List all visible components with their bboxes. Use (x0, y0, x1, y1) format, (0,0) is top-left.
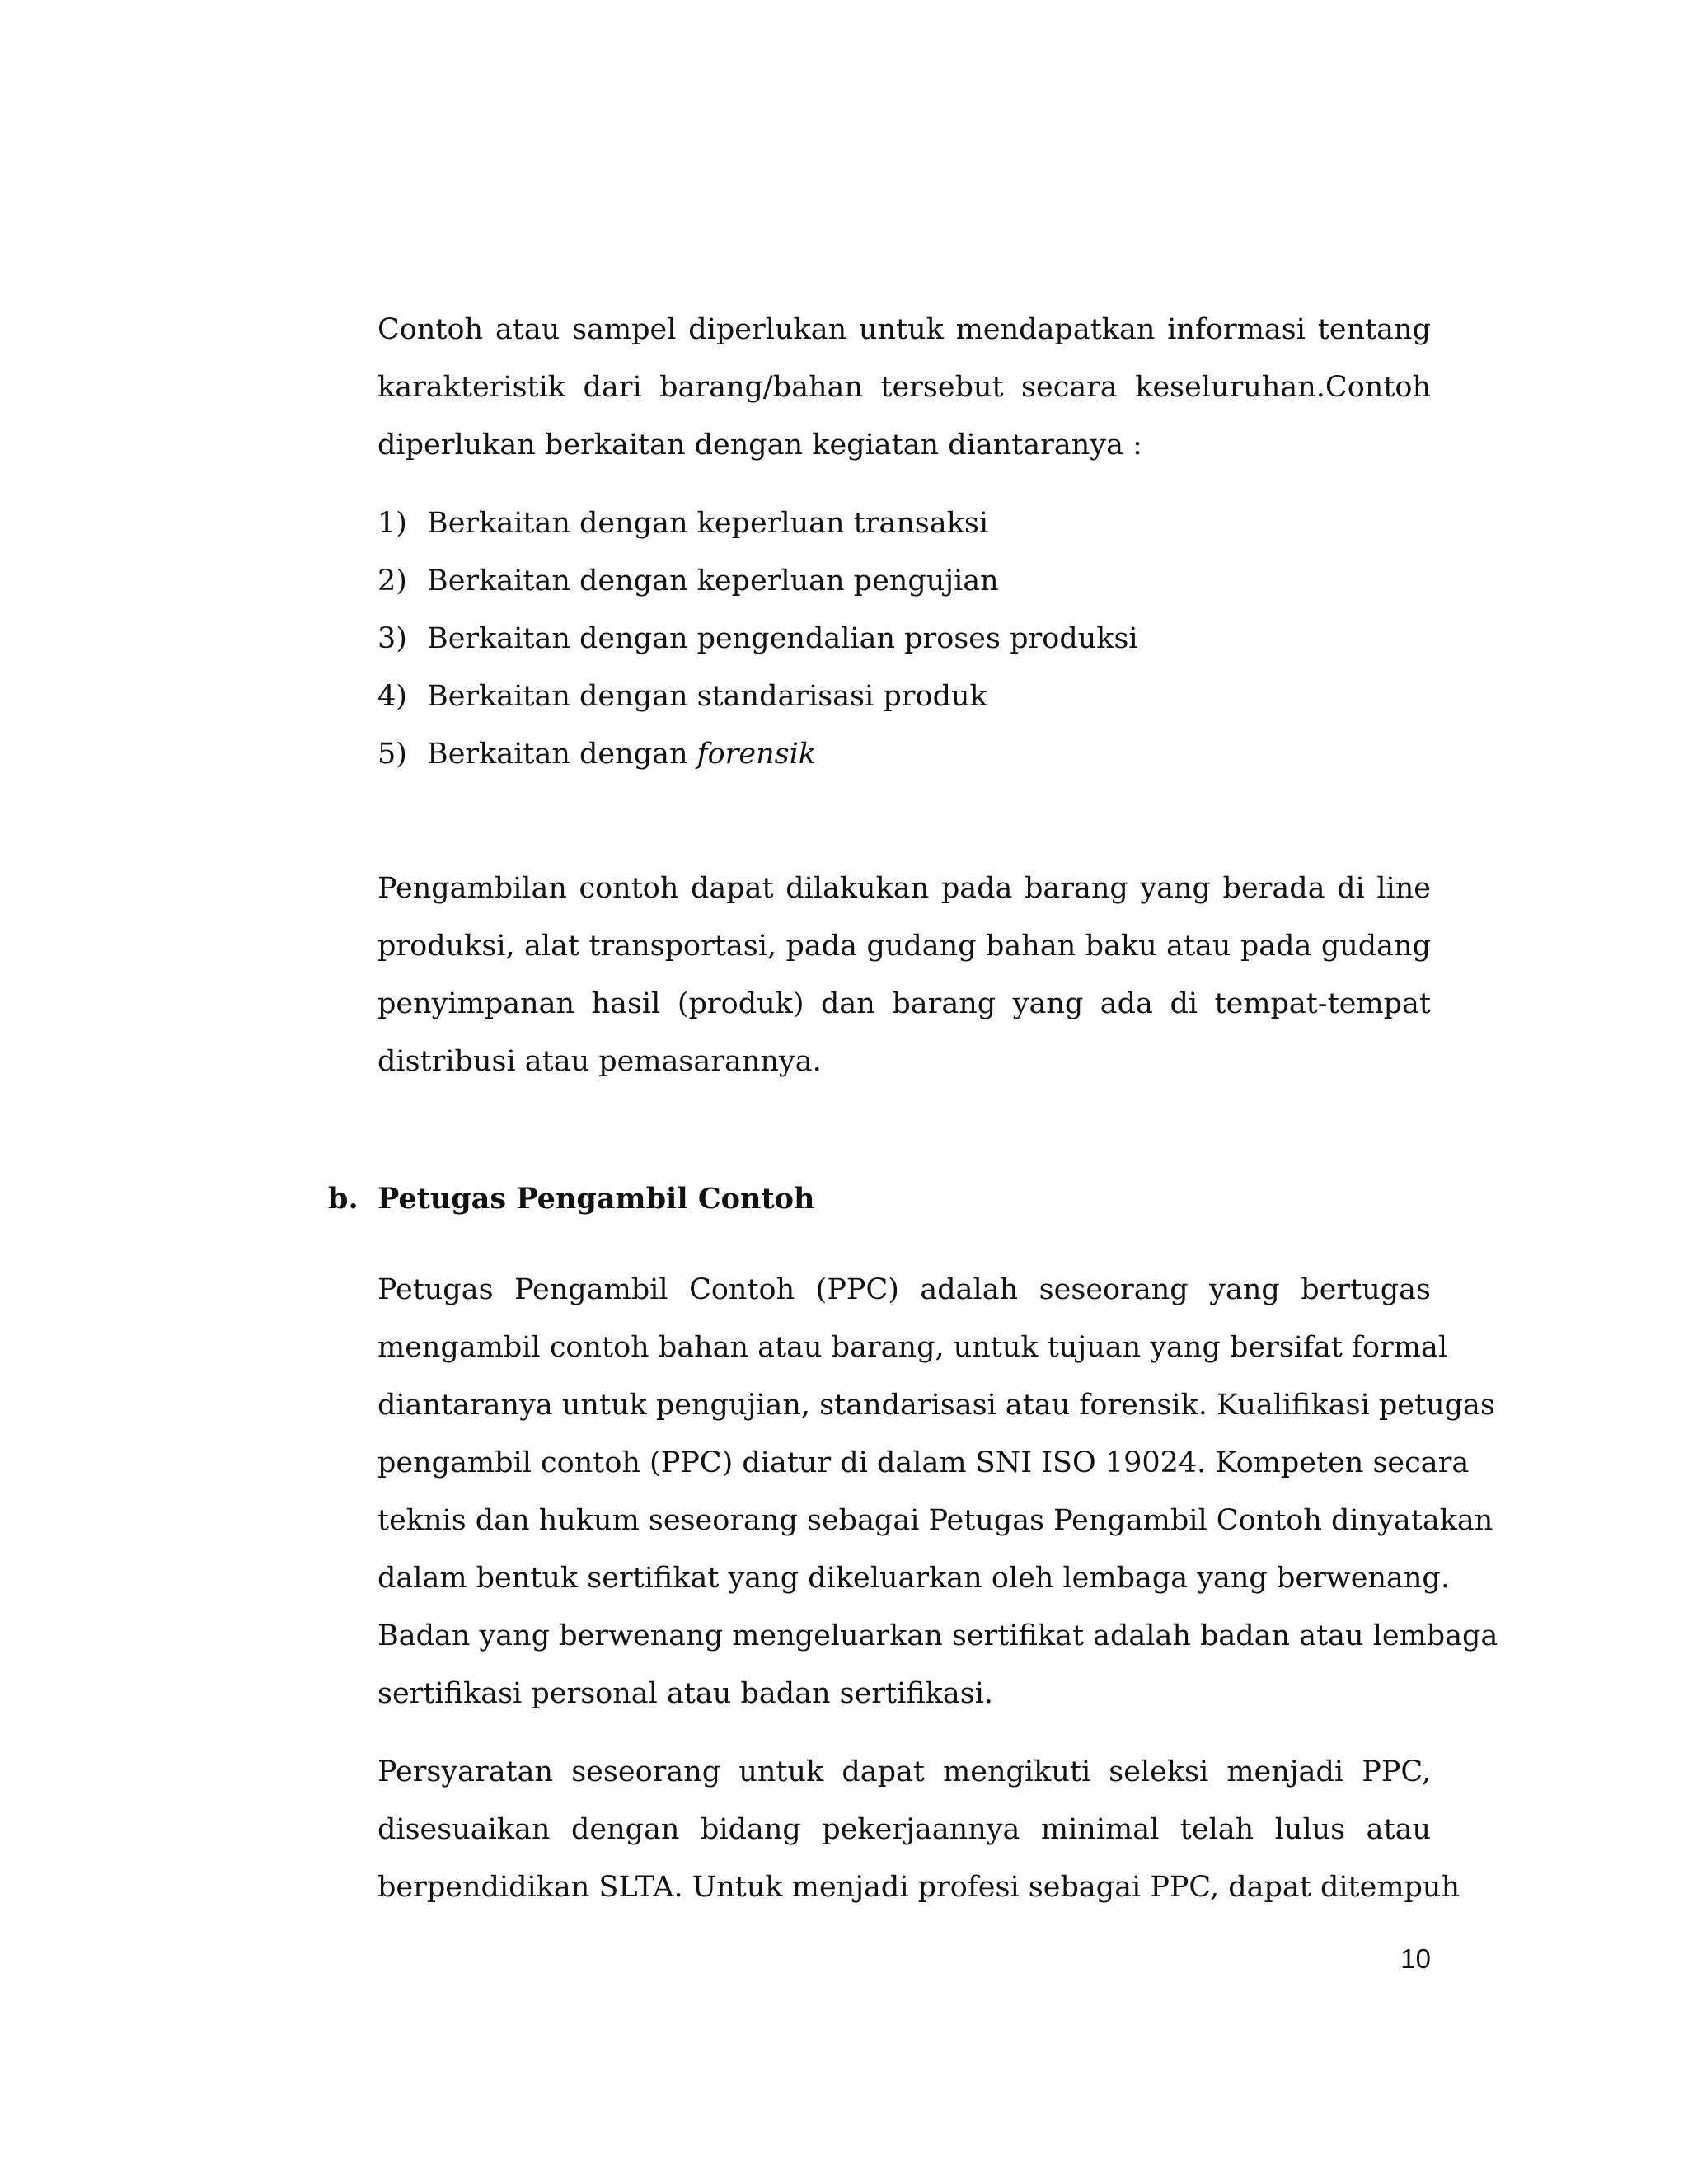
section-title: Petugas Pengambil Contoh (377, 1182, 815, 1216)
list-item-text: Berkaitan dengan keperluan pengujian (427, 565, 999, 598)
list-item-text: Berkaitan dengan (427, 738, 697, 771)
paragraph-line: teknis dan hukum seseorang sebagai Petugas Pengambil Contoh dinyatakan (377, 1504, 1493, 1537)
purpose-list (377, 494, 1431, 783)
ppc-requirements-paragraph (377, 1743, 1460, 1916)
list-item-text: Berkaitan dengan keperluan transaksi (427, 507, 989, 540)
paragraph-line: Badan yang berwenang mengeluarkan sertifikat adalah badan atau lembaga (377, 1619, 1498, 1652)
paragraph-line: penyimpanan hasil (produk) dan barang yang ada di tempat-tempat (377, 987, 1431, 1020)
sampling-location-paragraph (377, 860, 1431, 1090)
paragraph-line: diantaranya untuk pengujian, standarisasi atau forensik. Kualifikasi petugas (377, 1389, 1495, 1422)
ppc-definition-paragraph (377, 1261, 1498, 1722)
list-item (377, 494, 1431, 552)
paragraph-line: karakteristik dari barang/bahan tersebut secara keseluruhan.Contoh (377, 371, 1431, 404)
paragraph-line: sertifikasi personal atau badan sertifikasi. (377, 1677, 994, 1710)
page-number: 10 (1400, 1943, 1431, 1974)
list-item (377, 725, 1431, 783)
paragraph-line: Pengambilan contoh dapat dilakukan pada barang yang berada di line (377, 872, 1431, 905)
paragraph-line: diperlukan berkaitan dengan kegiatan diantaranya : (377, 429, 1142, 462)
list-item (377, 552, 1431, 610)
paragraph-line: Contoh atau sampel diperlukan untuk mendapatkan informasi tentang (377, 313, 1431, 346)
paragraph-line: berpendidikan SLTA. Untuk menjadi profesi sebagai PPC, dapat ditempuh (377, 1871, 1460, 1904)
paragraph-line: disesuaikan dengan bidang pekerjaannya minimal telah lulus atau (377, 1813, 1431, 1846)
list-item-text: Berkaitan dengan pengendalian proses produksi (427, 622, 1138, 655)
list-item-number: 4) (377, 680, 407, 713)
paragraph-line: pengambil contoh (PPC) diatur di dalam SNI ISO 19024. Kompeten secara (377, 1446, 1470, 1479)
list-item-number: 1) (377, 507, 407, 540)
list-item-number: 2) (377, 565, 407, 598)
list-item-number: 5) (377, 738, 407, 771)
paragraph-line: distribusi atau pemasarannya. (377, 1045, 822, 1078)
paragraph-line: Petugas Pengambil Contoh (PPC) adalah seseorang yang bertugas (377, 1273, 1431, 1306)
paragraph-line: dalam bentuk sertifikat yang dikeluarkan oleh lembaga yang berwenang. (377, 1562, 1450, 1595)
list-item (377, 610, 1431, 668)
section-marker: b. (328, 1182, 359, 1216)
section-heading (328, 1174, 814, 1224)
list-item-number: 3) (377, 622, 407, 655)
paragraph-line: Persyaratan seseorang untuk dapat mengikuti seleksi menjadi PPC, (377, 1755, 1431, 1788)
paragraph-line: produksi, alat transportasi, pada gudang bahan baku atau pada gudang (377, 930, 1431, 963)
intro-paragraph (377, 301, 1431, 474)
list-item (377, 668, 1431, 725)
list-item-italic-text: forensik (696, 738, 817, 771)
paragraph-line: mengambil contoh bahan atau barang, untuk tujuan yang bersifat formal (377, 1331, 1448, 1364)
list-item-text: Berkaitan dengan standarisasi produk (427, 680, 987, 713)
